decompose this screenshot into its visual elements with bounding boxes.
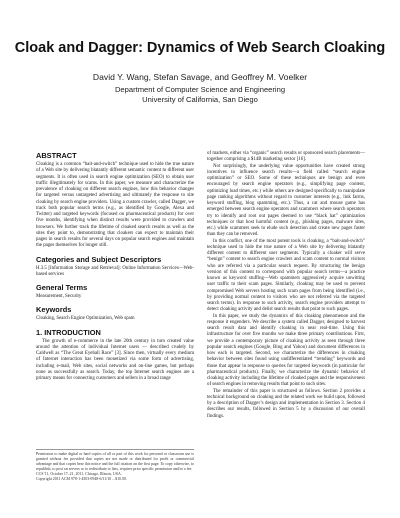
general-terms-text: Measurement, Security	[36, 294, 82, 299]
right-column	[207, 151, 365, 420]
introduction-paragraph-4: In this paper, we study the dynamics of this cloaking phenomenon and the response it engenders. We describe a system called Dagger, designed to harvest search result data and identify cloaking in near real-time. Using this infrastructure for over five months we make three primary contributions. First, we provide a contemporary picture of cloaking activity as seen through three popular search engines (Google, Bing and Yahoo) and document differences in how each is targeted. Second, we characterize the differences in cloaking behavior between sites found using undifferentiated “trending” keywords and those that appear in response to queries for targeted keywords (in particular for pharmaceutical products). Finally, we characterize the dynamic behavior of cloaking activity including the lifetime of cloaked pages and the responsiveness of search engines in removing results that point to such sites.	[207, 313, 365, 388]
author-block	[0, 72, 400, 105]
conference-info: CCS’11, October 17–21, 2011, Chicago, Illinois, USA.	[36, 472, 122, 476]
general-terms-heading: General Terms	[36, 283, 88, 292]
left-column	[36, 151, 194, 382]
introduction-paragraph-2: Not surprisingly, the underlying value opportunities have created strong incentives to influence search results—a field called “search engine optimization” or SEO. Some of these techniques are benign and even encouraged by search engine operators (e.g., simplifying page content, optimizing load times, etc.) while others are designed specifically to manipulate page ranking algorithms without regard to customer interests (e.g., link farms, keyword stuffing, blog spamming, etc.). Thus, a cat and mouse game has emerged between search engine operators and scammers where search operators try to identify and root out pages deemed to use “black hat” optimization techniques or that host harmful content (e.g., phishing pages, malware sites, etc.) while scammers seek to elude such detection and create new pages faster than they can be removed.	[207, 163, 365, 238]
introduction-paragraph-1-continued: of markets, either via “organic” search results or sponsored search placements—together comprising a $14B marketing sector [16].	[207, 151, 365, 163]
copyright-line: Copyright 2011 ACM 978-1-4503-0948-6/11/10 ...$10.00.	[36, 477, 127, 481]
categories-text: H.3.5 [Information Storage and Retrieval]: Online Information Services—Web-based services	[36, 265, 194, 277]
keywords-heading: Keywords	[36, 305, 72, 315]
abstract-text: Cloaking is a common “bait-and-switch” technique used to hide the true nature of a Web site by delivering blatantly different semantic content to different user segments. It is often used in search engine optimization (SEO) to obtain user traffic illegitimately for scams. In this paper, we measure and characterize the prevalence of cloaking on different search engines, how this behavior changes for targeted versus untargeted advertising and ultimately the response to site cloaking by search engine providers. Using a custom crawler, called Dagger, we track both popular search terms (e.g., as identified by Google, Alexa and Twitter) and targeted keywords (focused on pharmaceutical products) for over five months, identifying when distinct results were provided to crawlers and browsers. We further track the lifetime of cloaked search results as well as the sites they point to, demonstrating that cloakers can expect to maintain their pages in search results for several days on popular search engines and maintain the pages themselves for longer still.	[36, 162, 194, 249]
affiliation-university: University of California, San Diego	[142, 95, 258, 104]
permission-notice: Permission to make digital or hard copies of all or part of this work for personal or classroom use is granted without fee provided that copies are not made or distributed for profit or commercial advantage and that copies bear this notice and the full citation on the first page. To copy otherwise, to republish, to post on servers or to redistribute to lists, requires prior specific permission and/or a fee.	[36, 452, 194, 471]
introduction-paragraph-5: The remainder of this paper is structured as follows. Section 2 provides a technical background on cloaking and the related work we build upon, followed by a description of Dagger’s design and implementation in Section 3. Section 4 describes our results, followed in Section 5 by a discussion of our overall findings.	[207, 388, 365, 419]
paper-title: Cloak and Dagger: Dynamics of Web Search Cloaking	[14, 40, 386, 56]
introduction-heading: 1. INTRODUCTION	[36, 327, 101, 337]
introduction-paragraph-1: The growth of e-commerce in the late 20th century in turn created value around the attention of individual Internet users — described crudely by Caldwell as “The Great Eyeball Race” [3]. Since then, virtually every medium of Internet interaction has been monetized via some form of advertising, including e-mail, Web sites, social networks and on-line games, but perhaps none as successfully as search. Today, the top Internet search engines are a primary means for connecting customers and sellers in a broad range	[36, 338, 194, 381]
author-names: David Y. Wang, Stefan Savage, and Geoffrey M. Voelker	[92, 72, 308, 82]
abstract-heading: ABSTRACT	[36, 151, 77, 160]
copyright-footnote	[36, 449, 194, 482]
introduction-paragraph-3: In this conflict, one of the most potent tools is cloaking, a “bait-and-switch” technique used to hide the true nature of a Web site by delivering blatantly different content to different user segments. Typically a cloaker will serve “benign” content to search engine crawlers and scam content to normal visitors who are referred via a particular search request. By structuring the benign version of this content to correspond with popular search terms—a practice known as keyword stuffing—Web spammers aggressively acquire unwitting user traffic to their scam pages. Similarly, cloaking may be used to prevent compromised Web servers hosting such scam pages from being identified (i.e., by providing normal content to visitors who are not referred via the targeted search terms). In response to such activity, search engine providers attempt to detect cloaking activity and delist search results that point to such pages.	[207, 238, 365, 313]
affiliation-department: Department of Computer Science and Engineering	[114, 85, 286, 94]
categories-heading: Categories and Subject Descriptors	[36, 254, 162, 264]
keywords-text: Cloaking, Search Engine Optimization, Web spam	[36, 316, 135, 322]
